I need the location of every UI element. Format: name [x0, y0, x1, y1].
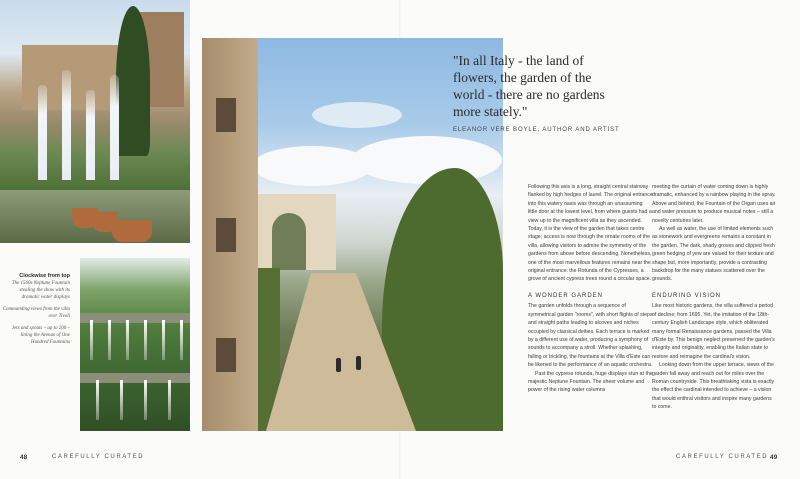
body-column-1 [528, 183, 653, 395]
water-spout [144, 320, 147, 360]
water-jet [62, 70, 71, 180]
fountain-ledge [80, 313, 190, 323]
cypress-tree [116, 6, 150, 156]
photo-hundred-fountains [80, 258, 190, 431]
window [216, 338, 236, 372]
caption-item: Jets and spouts – up to 200 – lining the Avenue of One Hundred Fountains [11, 326, 70, 345]
caption-item: The 1560s Neptune Fountain stealing the show with its dramatic water displays [11, 281, 70, 300]
water-spout [180, 320, 183, 360]
window [216, 98, 236, 132]
water-spout [126, 320, 129, 360]
visitor-figure [356, 356, 361, 370]
cloud [312, 102, 402, 128]
running-head-left: CAREFULLY CURATED [52, 454, 145, 460]
villa-facade [202, 38, 258, 431]
water-spout [120, 380, 123, 420]
page-number-left: 48 [20, 454, 28, 461]
caption-item: Commanding views from the villa over Tivoli [2, 307, 70, 319]
cloud [352, 136, 502, 184]
loggia-arch [272, 213, 306, 270]
caption-heading: Clockwise from top [19, 273, 70, 279]
body-paragraph: Past the cypress rotunda, huge displays stun at the majestic Neptune Fountain. The sheer volume and power of the rising water columns [528, 370, 653, 394]
terracotta-pot [112, 220, 152, 242]
window [216, 218, 236, 252]
water-spout [90, 320, 93, 360]
body-paragraph: Like most historic gardens, the villa suffered a period of decline; from 1695. Yet, the imitation of the 18th-century English Landscape style, which obliterated many formal Renaissance gardens, passed the Villa d'Este by. This benign neglect preserved the garden's integrity and originality, enabling the Italian state to restore and reimagine the cardinal's vision. [652, 303, 775, 360]
section-subhead: A WONDER GARDEN [528, 292, 604, 299]
water-jet [38, 85, 47, 180]
body-paragraph: Following this axis is a long, straight central stairway flanked by high hedges of laurel. The original entrance into this watery oasis was through an unassuming little door at the lowest level, from where guests had a view up to the magnificent villa as they ascended. Today, it is the view of the garden that takes centre stage; access is now through the ornate rooms of the villa, allowing visitors to admire the symmetry of the gardens from above before descending. Nonetheless, one of the most marvellous features remains near the original entrance: the Rotunda of the Cypresses, a grove of ancient cypress trees round a circular space. [528, 184, 653, 283]
water-spout [162, 320, 165, 360]
body-paragraph: The garden unfolds through a sequence of symmetrical garden "rooms", with short flights of steps and straight paths leading to alcoves and niches occupied by classical deities. Each terrace is marked by a different use of water, producing a symphony of sounds to accompany a stroll. Whether splashing, falling or trickling, the fountains at the Villa d'Este can be likened to the performance of an aquatic orchestra. [528, 303, 653, 369]
visitor-figure [336, 358, 341, 372]
water-spout [108, 320, 111, 360]
photo-neptune-fountain [0, 0, 190, 243]
running-head-right: CAREFULLY CURATED [676, 454, 769, 460]
water-jet [86, 90, 95, 180]
section-subhead: ENDURING VISION [652, 292, 722, 299]
photo-caption [2, 273, 70, 351]
body-column-2 [652, 183, 777, 412]
body-paragraph: As well as water, the use of limited elements such as stonework and evergreens remains a constant in the garden. The dark, shady groves and clipped fresh green hedging of yew are valued for their texture and shape but, more importantly, provide a contrasting backdrop for the many statues scattered over the grounds. [652, 226, 775, 283]
water-spout [168, 380, 171, 420]
water-jet [110, 75, 119, 180]
water-spout [96, 380, 99, 420]
page-number-right: 49 [770, 454, 778, 461]
body-paragraph: Looking down from the upper terrace, views of the garden fall away and reach out for miles over the Roman countryside. This breathtaking vista is exactly the effect the cardinal intended to achieve – a vision that would enthral visitors and inspire many gardens to come. [652, 362, 775, 411]
quote-attribution: ELEANOR VERE BOYLE, AUTHOR AND ARTIST [453, 127, 620, 133]
body-paragraph: meeting the curtain of water coming down is highly dramatic, enhanced by a rainbow playing in the spray. Above and behind, the Fountain of the Organ uses air and water pressure to produce musical notes – still a novelty centuries later. [652, 184, 776, 224]
water-spout [144, 380, 147, 420]
pull-quote: "In all Italy - the land of flowers, the garden of the world - there are no gardens more stately." [453, 53, 605, 119]
terracotta-pot [92, 212, 118, 232]
